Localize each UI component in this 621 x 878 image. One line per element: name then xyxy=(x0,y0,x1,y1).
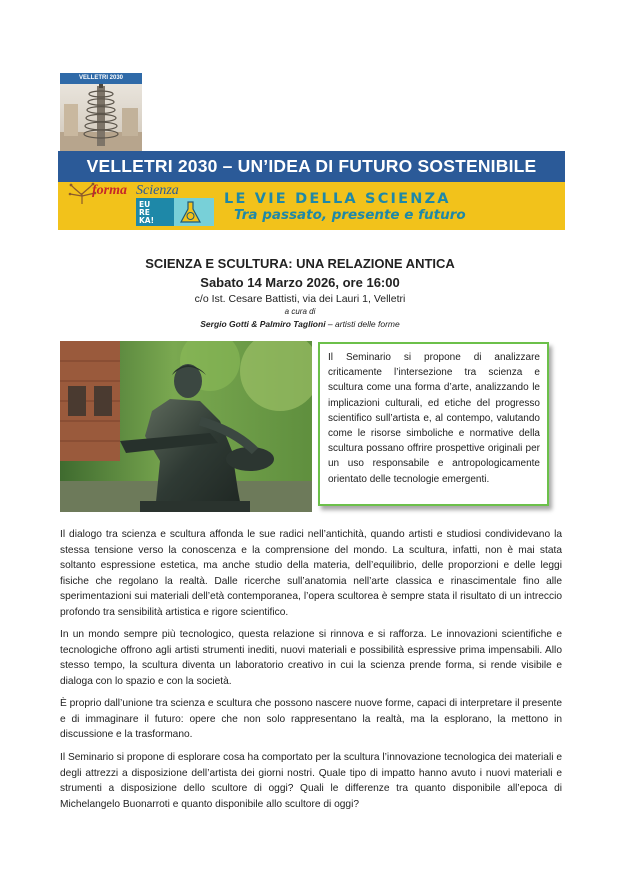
event-title: SCIENZA E SCULTURA: UNA RELAZIONE ANTICA xyxy=(145,256,455,271)
logo-label: VELLETRI 2030 xyxy=(60,73,142,84)
series-subtitle: Tra passato, presente e futuro xyxy=(234,207,466,223)
formascienza-scienza: Scienza xyxy=(136,183,179,198)
abstract-box xyxy=(318,342,549,506)
event-date: Sabato 14 Marzo 2026, ore 16:00 xyxy=(200,275,400,290)
event-authors xyxy=(90,319,510,329)
series-title: LE VIE DELLA SCIENZA xyxy=(224,191,451,207)
main-banner-title: VELLETRI 2030 – UN’IDEA DI FUTURO SOSTENIBILE xyxy=(58,151,565,182)
velletri-2030-logo xyxy=(60,73,142,151)
body-paragraph-1: Il dialogo tra scienza e scultura affonda le sue radici nell’antichità, quando artisti e studiosi condividevano la stessa tensione verso la conoscenza e la comprensione del mondo. La scultura, infatti, non è mai stata soltanto espressione estetica, ma anche studio della materia, dell’equilibrio, delle proporzioni e delle leggi fisiche che regolano la realtà. Dalle ricerche sull’anatomia nell’arte classica e rinascimentale fino alle sperimentazioni sui materiali dell’età contemporanea, l’opera scultorea è sempre stata il risultato di un intreccio profondo tra sensibilità artistica e rigore scientifico. xyxy=(60,529,562,618)
body-paragraph-4: Il Seminario si propone di esplorare cosa ha comportato per la scultura l’innovazione tecnologica dei materiali e degli attrezzi a disposizione dell’artista dei giorni nostri. Quale tipo di impatto hanno avuto i nuovi materiali e strumenti a disposizione dello scultore di oggi? Quali le differenze tra quanto disponibile all’epoca di Michelangelo Buonarroti e quanto disponibile allo scultore di oggi? xyxy=(60,752,562,810)
formascienza-forma: forma xyxy=(92,183,127,198)
authors-role: – artisti delle forme xyxy=(325,319,400,329)
sculpture-photo xyxy=(60,341,312,512)
authors-names: Sergio Gotti & Palmiro Taglioni xyxy=(200,319,326,329)
event-venue: c/o Ist. Cesare Battisti, via dei Lauri 1, Velletri xyxy=(194,293,406,305)
abstract-text: Il Seminario si propone di analizzare criticamente l’intersezione tra scienza e scultura come una forma d’arte, analizzando le implicazioni culturali, ed etiche del progresso scientifico sull’artista e, al contempo, valutando come le risorse simboliche e normative della scultura possano offrire prospettive originali per un uso responsabile e antropologicamente orientato delle tecnologie emergenti. xyxy=(328,352,540,485)
body-paragraph-2: In un mondo sempre più tecnologico, questa relazione si rinnova e si rafforza. Le innovazioni scientifiche e tecnologiche offrono agli artisti strumenti inediti, nuovi materiali e possibilità espressive prima impensabili. Allo stesso tempo, la scultura diventa un laboratorio creativo in cui la scienza prende forma, si rende visibile e dialoga con lo spazio e con la società. xyxy=(60,629,562,687)
event-cura-label: a cura di xyxy=(284,307,316,316)
body-paragraph-3: È proprio dall’unione tra scienza e scultura che possono nascere nuove forme, capaci di interpretare il presente e di immaginare il futuro: opere che non solo rappresentano la realtà, ma la esplorano, la mettono in discussione e la trasformano. xyxy=(60,698,562,740)
eureka-text: EU RE KA! xyxy=(139,200,155,225)
eureka-logo xyxy=(136,196,214,226)
spiral-tower-image xyxy=(60,84,142,151)
series-band xyxy=(58,182,565,230)
